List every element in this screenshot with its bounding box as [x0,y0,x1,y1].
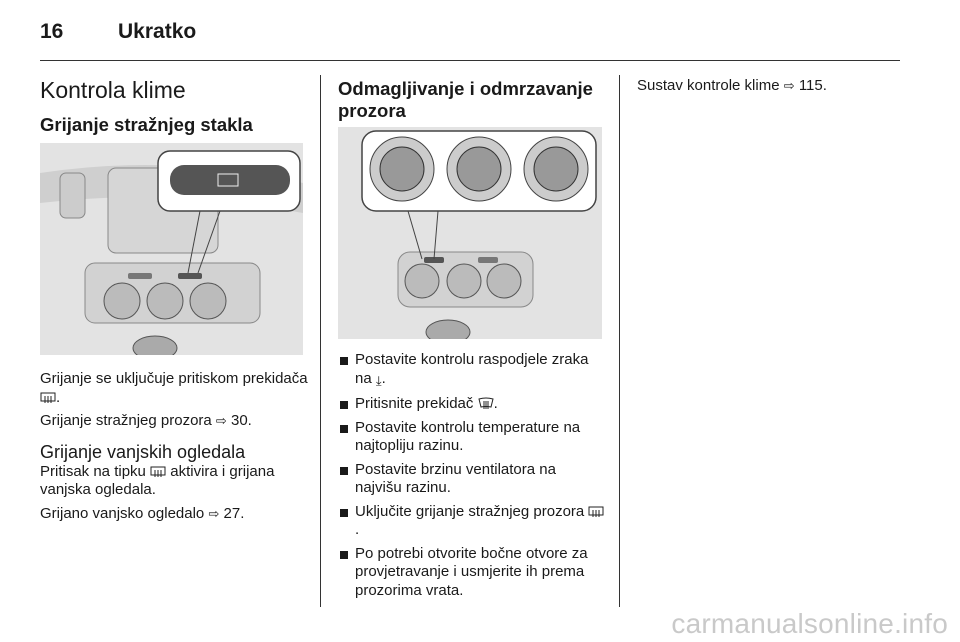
text: Pritisnite prekidač [355,395,474,412]
rear-window-button-illustration [40,143,303,355]
heading-defog-defrost: Odmagljivanje i odmrzavanje prozora [338,78,593,121]
left-body [40,370,308,524]
list-item: Postavite kontrolu temperature na najtopliju razinu. [338,419,606,456]
rear-window-heater-icon [40,392,56,404]
heading-rear-window-heating: Grijanje stražnjeg stakla [40,114,253,135]
defog-steps-list [338,351,606,605]
list-item: Uključite grijanje stražnjeg prozora . [338,503,606,540]
climate-control-illustration [338,127,602,339]
text: Pritisak na tipku [40,462,146,480]
page-reference-arrow-icon: ⇨ [215,414,227,429]
text: aktivira i grijana vanjska ogledala. [40,462,275,498]
text: Postavite kontrolu raspodjele zraka na [355,351,589,387]
page-number: 16 [40,20,64,43]
column-divider [320,75,321,607]
list-item: Postavite kontrolu raspodjele zraka na ⤓. [338,351,606,390]
header-rule [40,60,900,61]
windscreen-defrost-icon [478,397,494,410]
rear-window-heater-icon [150,466,166,478]
page-reference[interactable]: 115. [798,77,827,94]
list-item: Pritisnite prekidač . [338,395,606,414]
text: Uključite grijanje stražnjeg prozora [355,502,585,520]
page-reference-arrow-icon: ⇨ [783,79,795,94]
windscreen-footwell-airflow-icon: ⤓ [375,372,382,388]
page-reference-arrow-icon: ⇨ [208,506,220,522]
column-divider [619,75,620,607]
page-reference[interactable]: 27. [223,504,245,522]
watermark: carmanualsonline.info [671,608,948,639]
paragraph [40,412,308,432]
text: Sustav kontrole klime [637,77,780,94]
text: Grijanje se uključuje pritiskom prekidača [40,370,308,387]
paragraph: Grijanje se uključuje pritiskom prekidača . [40,370,308,406]
heading-climate-control: Kontrola klime [40,77,186,103]
heading-heated-mirrors: Grijanje vanjskih ogledala [40,441,246,462]
list-item: Postavite brzinu ventilatora na najvišu razinu. [338,461,606,498]
text: Grijanje stražnjeg prozora [40,412,212,429]
paragraph [40,505,308,525]
list-item: Po potrebi otvorite bočne otvore za provjetravanje i usmjerite ih prema prozorima vrata. [338,545,606,601]
page-reference[interactable]: 30. [231,412,252,429]
rear-window-heater-icon [588,506,604,518]
paragraph [40,463,308,500]
section-title: Ukratko [118,20,197,43]
text: Grijano vanjsko ogledalo [40,504,205,522]
paragraph [637,77,827,97]
